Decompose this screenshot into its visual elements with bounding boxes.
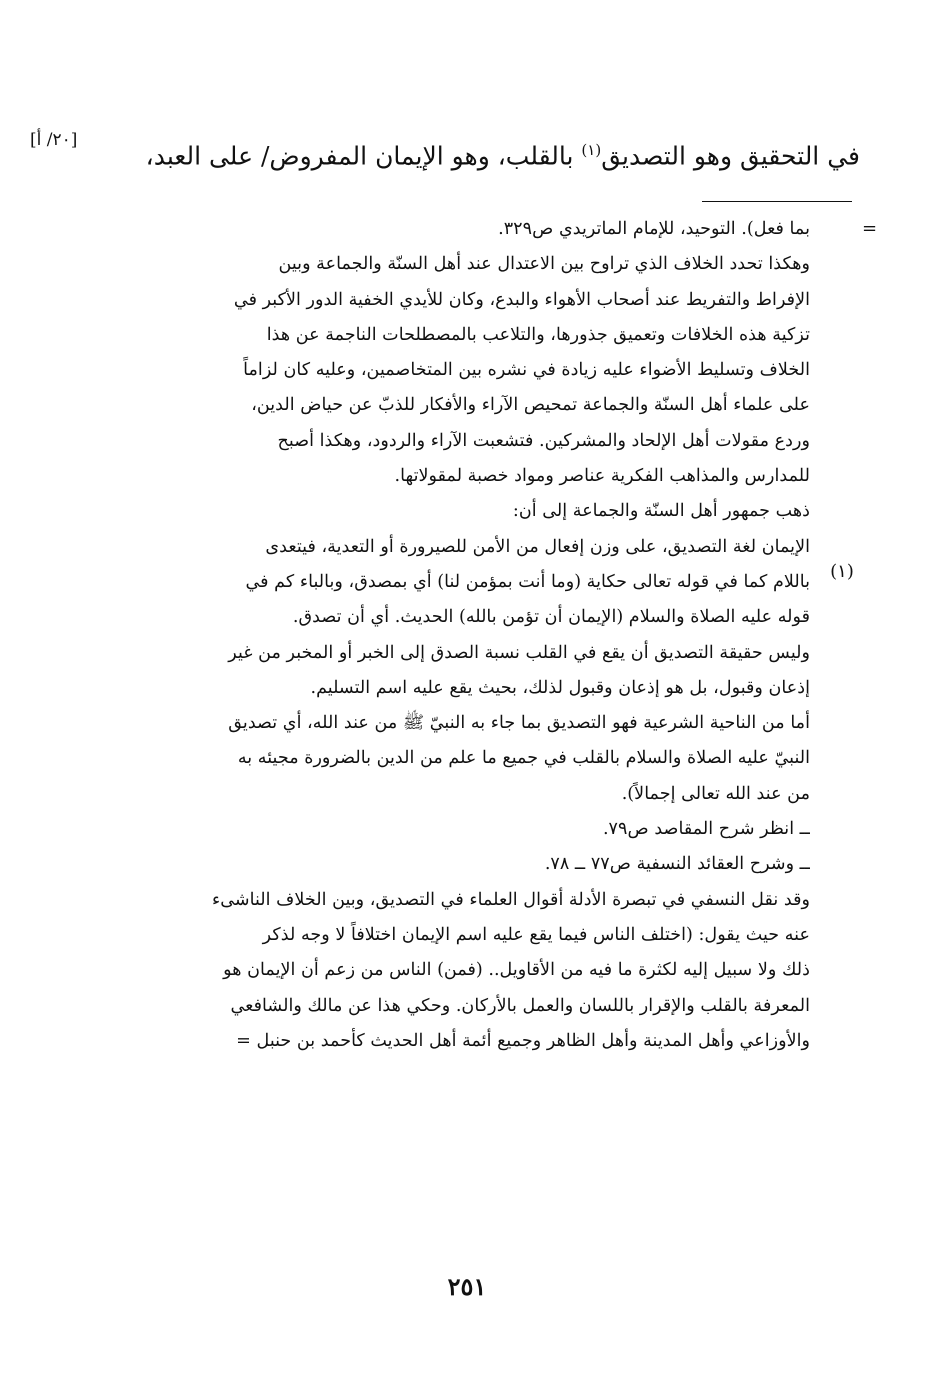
continuation-mark: = bbox=[862, 218, 878, 239]
footnote-line: ذلك ولا سبيل إليه لكثرة ما فيه من الأقاويل.. (فمن) الناس من زعم أن الإيمان هو bbox=[223, 960, 810, 981]
footnote-line: والأوزاعي وأهل المدينة وأهل الظاهر وجميع أئمة أهل الحديث كأحمد بن حنبل = bbox=[236, 1030, 810, 1051]
footnote-line: الإيمان لغة التصديق، على وزن إفعال من الأمن للصيرورة أو التعدية، فيتعدى bbox=[265, 536, 810, 557]
footnote-line: قوله عليه الصلاة والسلام (الإيمان أن تؤمن بالله) الحديث. أي أن تصدق. bbox=[292, 607, 810, 628]
footnotes-block bbox=[98, 212, 810, 1059]
footnote-line: إذعان وقبول، بل هو إذعان وقبول لذلك، بحيث يقع عليه اسم التسليم. bbox=[310, 677, 810, 698]
footnote-line: من عند الله تعالى إجمالاً). bbox=[621, 783, 810, 804]
footnote-line: وردع مقولات أهل الإلحاد والمشركين. فتشعبت الآراء والردود، وهكذا أصبح bbox=[277, 430, 810, 451]
footnote-line: ــ وشرح العقائد النسفية ص٧٧ ــ ٧٨. bbox=[544, 854, 810, 875]
footnote-line: الإفراط والتفريط عند أصحاب الأهواء والبدع، وكان للأيدي الخفية الدور الأكبر في bbox=[233, 289, 810, 310]
footnote-line: المعرفة بالقلب والإقرار باللسان والعمل بالأركان. وحكي هذا عن مالك والشافعي bbox=[230, 995, 810, 1016]
footnote-separator bbox=[702, 201, 852, 202]
footnote-line: وليس حقيقة التصديق أن يقع في القلب نسبة الصدق إلى الخبر أو المخبر من غير bbox=[228, 642, 810, 663]
footnote-line: عنه حيث يقول: (اختلف الناس فيما يقع عليه اسم الإيمان اختلافاً لا وجه لذكر bbox=[262, 924, 810, 945]
footnote-line: باللام كما في قوله تعالى حكاية (وما أنت بمؤمن لنا) أي بمصدق، وبالباء كم في bbox=[245, 571, 810, 592]
main-text-line bbox=[30, 128, 860, 178]
footnote-line: الخلاف وتسليط الأضواء عليه زيادة في نشره بين المتخاصمين، وعليه كان لزاماً bbox=[243, 360, 810, 381]
footnote-ref: (١) bbox=[581, 141, 602, 159]
footnote-line: بما فعل). التوحيد، للإمام الماتريدي ص٣٢٩. bbox=[498, 219, 810, 239]
footnote-number: (١) bbox=[830, 561, 854, 582]
footnote-line: ــ انظر شرح المقاصد ص٧٩. bbox=[602, 819, 810, 840]
main-text-start: في التحقيق وهو التصديق bbox=[601, 141, 860, 171]
manuscript-folio-ref: [٢٠/ أ] bbox=[30, 130, 78, 150]
footnote-line: وقد نقل النسفي في تبصرة الأدلة أقوال العلماء في التصديق، وبين الخلاف الناشىء bbox=[211, 889, 810, 910]
main-text-rest: بالقلب، وهو الإيمان المفروض/ على العبد، bbox=[145, 141, 582, 171]
footnote-line: أما من الناحية الشرعية فهو التصديق بما جاء به النبيّ ﷺ من عند الله، أي تصديق bbox=[228, 713, 810, 734]
footnote-line: للمدارس والمذاهب الفكرية عناصر ومواد خصبة لمقولاتها. bbox=[394, 466, 810, 487]
footnote-line: تزكية هذه الخلافات وتعميق جذورها، والتلاعب بالمصطلحات الناجمة عن هذا bbox=[266, 324, 810, 345]
footnote-line: ذهب جمهور أهل السنّة والجماعة إلى أن: bbox=[512, 501, 810, 522]
footnote-line: على علماء أهل السنّة والجماعة تمحيص الآراء والأفكار للذبّ عن حياض الدين، bbox=[251, 395, 810, 416]
page-number: ٢٥١ bbox=[447, 1272, 487, 1301]
footnote-line: وهكذا تحدد الخلاف الذي تراوح بين الاعتدال عند أهل السنّة والجماعة وبين bbox=[278, 254, 810, 275]
footnote-line: النبيّ عليه الصلاة والسلام بالقلب في جميع ما علم من الدين بالضرورة مجيئه به bbox=[237, 748, 810, 769]
